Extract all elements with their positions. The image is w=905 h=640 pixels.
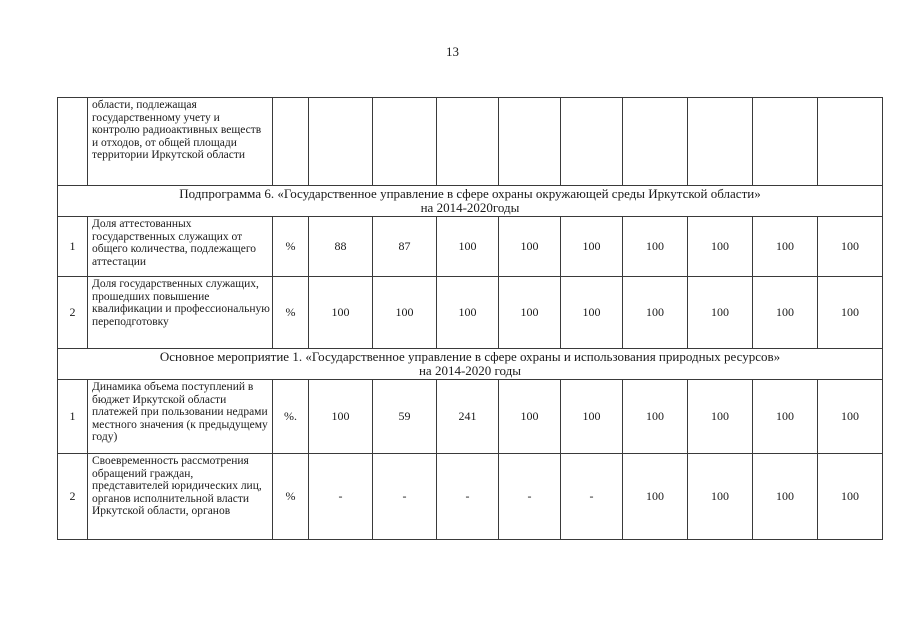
value-cell: 100 <box>753 277 818 349</box>
value-cell: 100 <box>623 277 688 349</box>
table-row <box>58 380 883 454</box>
value-cell: 100 <box>623 217 688 277</box>
value-cell: 59 <box>373 380 437 454</box>
value-cell: 100 <box>373 277 437 349</box>
value-cell: 100 <box>818 454 883 540</box>
value-cell <box>818 98 883 186</box>
indicator-name-text: области, подлежащая государственному учету и контролю радиоактивных веществ и отходов, от общей площади территории Иркутской области <box>92 99 262 161</box>
value-cell: 100 <box>499 277 561 349</box>
value-cell: 100 <box>753 217 818 277</box>
section-period: на 2014-2020 годы <box>418 363 522 378</box>
value-cell: 100 <box>753 454 818 540</box>
unit-cell <box>273 98 309 186</box>
value-cell: - <box>309 454 373 540</box>
indicator-name-cell: Доля государственных служащих, прошедших повышение квалификации и профессиональную переподготовку <box>88 277 273 349</box>
value-cell: 88 <box>309 217 373 277</box>
section-header-row <box>58 186 883 217</box>
indicator-name-cell <box>88 98 273 186</box>
unit-cell: % <box>273 217 309 277</box>
value-cell: 100 <box>623 454 688 540</box>
value-cell: 100 <box>688 454 753 540</box>
indicators-table <box>57 97 883 540</box>
value-cell <box>688 98 753 186</box>
value-cell: 87 <box>373 217 437 277</box>
value-cell: 100 <box>561 277 623 349</box>
value-cell: - <box>499 454 561 540</box>
value-cell: 100 <box>309 277 373 349</box>
value-cell: - <box>373 454 437 540</box>
indicator-name-cell <box>88 454 273 540</box>
table-row <box>58 454 883 540</box>
value-cell: 100 <box>688 277 753 349</box>
unit-cell: %. <box>273 380 309 454</box>
table-row-continuation <box>58 98 883 186</box>
unit-cell: % <box>273 454 309 540</box>
section-title: Подпрограмма 6. «Государственное управление в сфере охраны окружающей среды Иркутской области» <box>179 186 761 201</box>
value-cell: 241 <box>437 380 499 454</box>
value-cell <box>499 98 561 186</box>
value-cell: 100 <box>437 217 499 277</box>
indicator-name-cell: Доля аттестованных государственных служащих от общего количества, подлежащего аттестации <box>88 217 273 277</box>
value-cell: 100 <box>437 277 499 349</box>
value-cell: 100 <box>688 217 753 277</box>
section-header-cell <box>58 349 883 380</box>
value-cell: 100 <box>309 380 373 454</box>
value-cell: 100 <box>818 380 883 454</box>
row-number-cell: 1 <box>58 217 88 277</box>
section-header-row <box>58 349 883 380</box>
value-cell <box>373 98 437 186</box>
value-cell: 100 <box>753 380 818 454</box>
indicator-name-cell: Динамика объема поступлений в бюджет Иркутской области платежей при пользовании недрами местного значения (к предыдущему году) <box>88 380 273 454</box>
value-cell <box>753 98 818 186</box>
section-period: на 2014-2020годы <box>420 200 520 215</box>
row-number-cell: 1 <box>58 380 88 454</box>
table-row <box>58 217 883 277</box>
value-cell: 100 <box>499 380 561 454</box>
row-number-cell: 2 <box>58 277 88 349</box>
value-cell: 100 <box>818 217 883 277</box>
page-number: 13 <box>446 44 459 59</box>
table-row <box>58 277 883 349</box>
value-cell: 100 <box>623 380 688 454</box>
value-cell: 100 <box>561 217 623 277</box>
row-number-cell: 2 <box>58 454 88 540</box>
section-header-cell <box>58 186 883 217</box>
value-cell <box>561 98 623 186</box>
value-cell: - <box>561 454 623 540</box>
value-cell: 100 <box>818 277 883 349</box>
value-cell <box>437 98 499 186</box>
row-number-cell <box>58 98 88 186</box>
indicator-name-text: Своевременность рассмотрения обращений граждан, представителей юридических лиц, органов исполнительной власти Иркутской области, органов <box>92 455 262 517</box>
value-cell <box>309 98 373 186</box>
unit-cell: % <box>273 277 309 349</box>
value-cell: 100 <box>499 217 561 277</box>
section-title: Основное мероприятие 1. «Государственное управление в сфере охраны и использования природных ресурсов» <box>159 349 781 364</box>
value-cell: 100 <box>561 380 623 454</box>
value-cell <box>623 98 688 186</box>
value-cell: 100 <box>688 380 753 454</box>
value-cell: - <box>437 454 499 540</box>
